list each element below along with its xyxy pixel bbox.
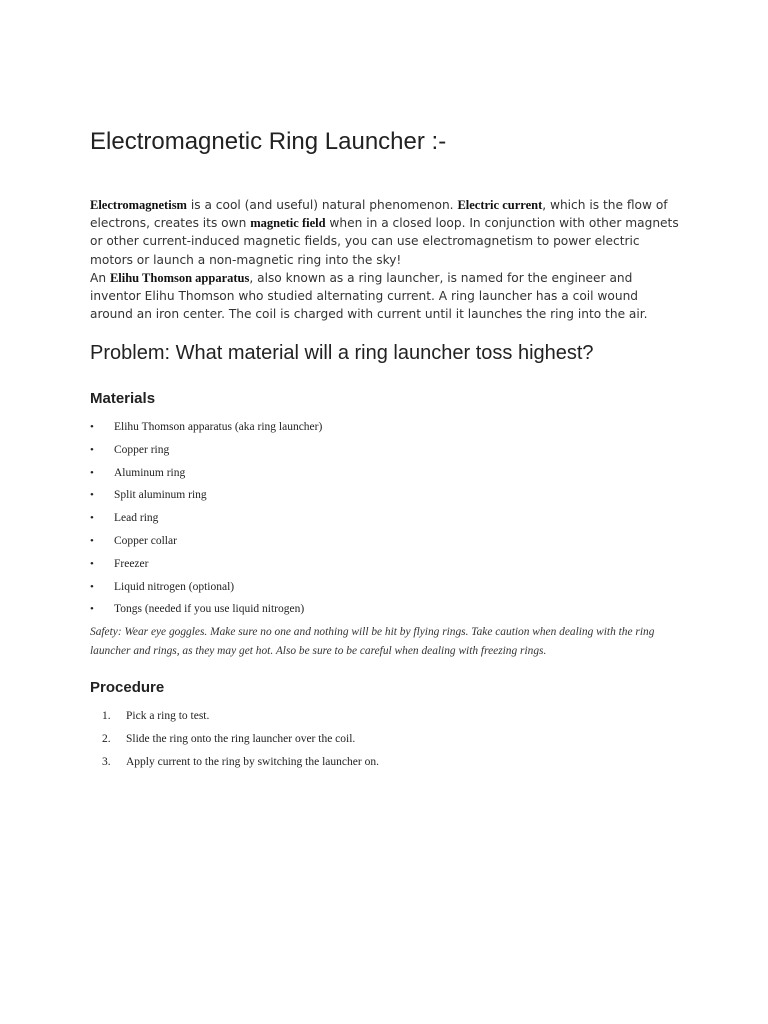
step-number: 3. [102, 755, 111, 768]
term-electric-current: Electric current [457, 198, 543, 212]
intro-paragraph-2 [90, 269, 682, 324]
intro-text: is a cool (and useful) natural phenomenon. [186, 198, 458, 212]
list-item [90, 509, 322, 532]
bullet-icon: • [90, 580, 94, 593]
bullet-icon: • [90, 534, 94, 547]
term-magnetic-field: magnetic field [250, 216, 326, 231]
procedure-list [90, 707, 379, 775]
bullet-icon: • [90, 603, 94, 616]
list-item-text: Split aluminum ring [114, 489, 207, 502]
procedure-step [90, 753, 379, 776]
list-item [90, 464, 322, 487]
list-item-text: Aluminum ring [114, 466, 186, 479]
list-item-text: Copper collar [114, 534, 177, 547]
step-text: Slide the ring onto the ring launcher over the coil. [126, 732, 356, 745]
problem-heading: Problem: What material will a ring launcher toss highest? [90, 342, 594, 364]
bullet-icon: • [90, 421, 94, 433]
list-item-text: Tongs (needed if you use liquid nitrogen) [114, 603, 305, 616]
safety-note: Safety: Wear eye goggles. Make sure no one and nothing will be hit by flying rings. Take caution when dealing with the ring launcher and rings, as they may get hot. Also be sure to be careful when dealing with freezing rings. [90, 626, 655, 657]
bullet-icon: • [90, 512, 94, 525]
list-item-text: Freezer [114, 557, 149, 570]
intro-section [90, 196, 682, 323]
term-electromagnetism: Electromagnetism [90, 198, 187, 212]
bullet-icon: • [90, 557, 94, 570]
step-number: 2. [102, 732, 111, 745]
list-item [90, 555, 322, 578]
term-elihu-thomson-apparatus: Elihu Thomson apparatus [109, 270, 250, 285]
procedure-step [90, 707, 379, 730]
materials-heading: Materials [90, 390, 156, 407]
list-item-text: Copper ring [114, 443, 170, 456]
step-text: Apply current to the ring by switching the launcher on. [126, 755, 379, 768]
list-item [90, 578, 322, 601]
list-item [90, 532, 322, 555]
bullet-icon: • [90, 466, 94, 479]
intro-text: , which is the flow of electrons, creates its own [90, 198, 668, 231]
list-item-text: Liquid nitrogen (optional) [114, 580, 235, 593]
materials-list [90, 418, 322, 623]
intro-text: , also known as a ring launcher, is named for the engineer and inventor Elihu Thomson who studied alternating current. A ring launcher has a coil wound around an iron center. The coil is charged with current until it launches the ring into the air. [90, 270, 648, 322]
step-number: 1. [102, 710, 111, 722]
intro-paragraph-1 [90, 196, 682, 269]
bullet-icon: • [90, 489, 94, 502]
list-item [90, 418, 322, 441]
list-item [90, 441, 322, 464]
intro-text: when in a closed loop. In conjunction with other magnets or other current-induced magnetic fields, you can use electromagnetism to power electric motors or launch a non-magnetic ring into the sky! [90, 216, 679, 267]
list-item-text: Elihu Thomson apparatus (aka ring launcher) [114, 421, 323, 433]
intro-text: An [90, 270, 110, 285]
page-title: Electromagnetic Ring Launcher :- [90, 128, 447, 155]
procedure-heading: Procedure [90, 679, 165, 696]
step-text: Pick a ring to test. [126, 710, 210, 722]
list-item [90, 600, 322, 623]
list-item [90, 486, 322, 509]
bullet-icon: • [90, 443, 94, 456]
procedure-step [90, 730, 379, 753]
list-item-text: Lead ring [114, 512, 159, 525]
